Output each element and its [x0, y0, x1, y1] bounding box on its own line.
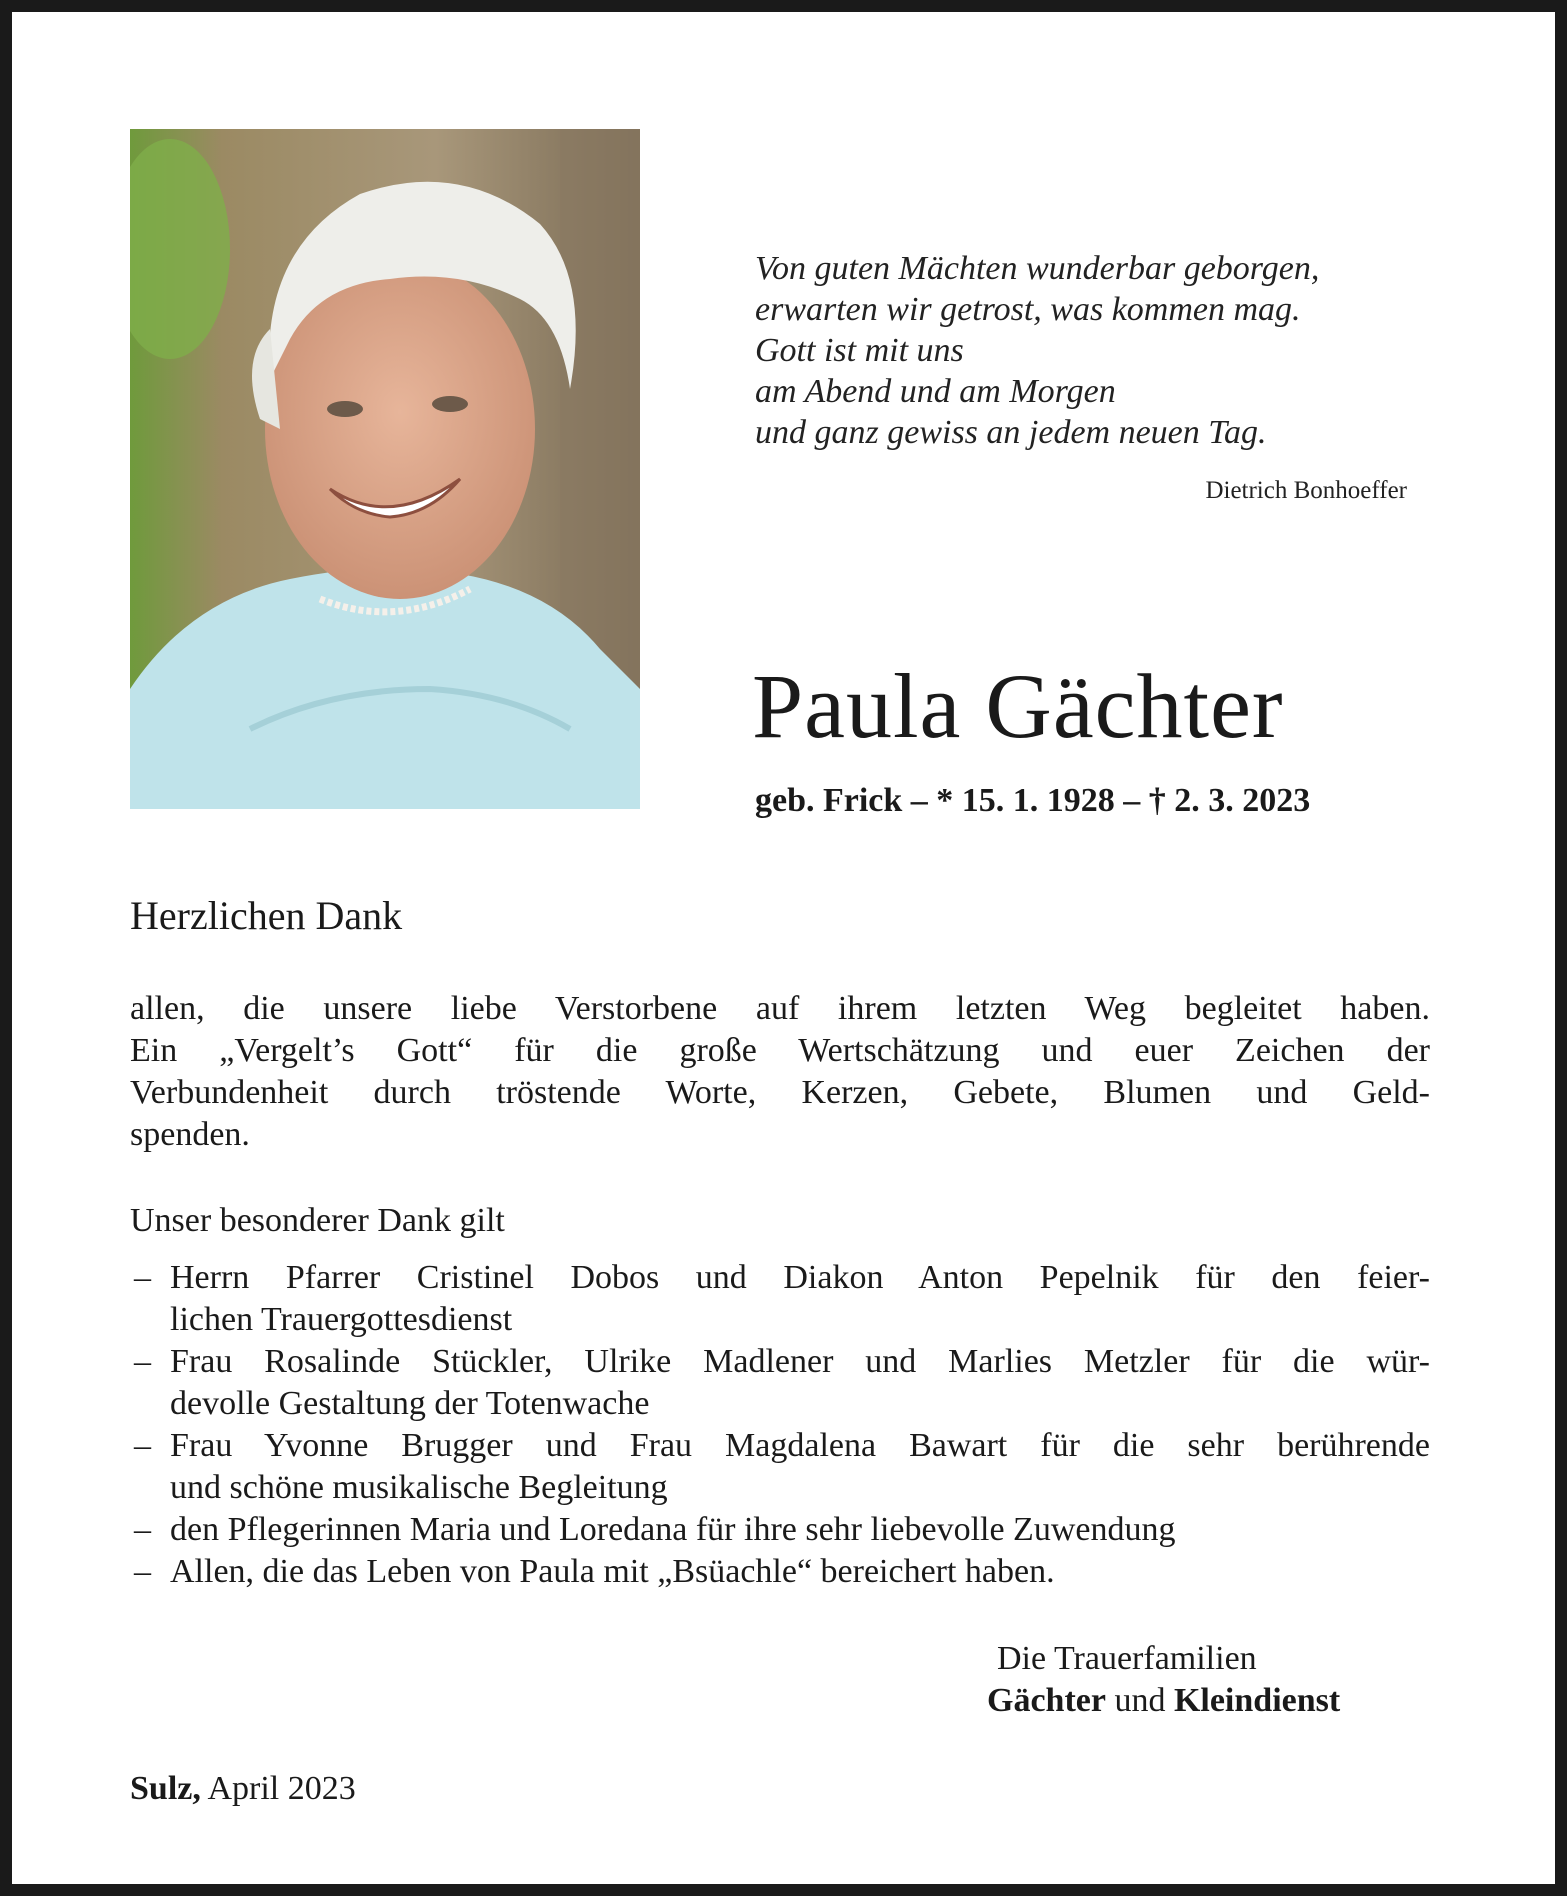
list-item — [130, 1551, 1430, 1593]
list-item — [130, 1257, 1430, 1341]
signature-line: Die Trauerfamilien — [997, 1640, 1257, 1677]
deceased-name: Paula Gächter — [752, 655, 1284, 757]
thanks-paragraph — [130, 988, 1430, 1156]
dash-bullet: – — [134, 1259, 151, 1296]
family-name-kleindienst: Kleindienst — [1173, 1682, 1341, 1719]
list-item-line: lichen Trauergottesdienst — [170, 1301, 513, 1338]
list-item-line: den Pflegerinnen Maria und Loredana für ihre sehr liebevolle Zuwendung — [170, 1511, 1176, 1548]
paragraph-line: allen, die unsere liebe Verstorbene auf ihrem letzten Weg begleitet haben. — [130, 990, 1430, 1027]
date: April 2023 — [207, 1770, 356, 1807]
list-item-line: Allen, die das Leben von Paula mit „Bsüachle“ bereichert haben. — [170, 1553, 1055, 1590]
list-item-line: Herrn Pfarrer Cristinel Dobos und Diakon Anton Pepelnik für den feier- — [170, 1259, 1430, 1296]
paragraph-line: spenden. — [130, 1116, 250, 1153]
deceased-dates: geb. Frick – * 15. 1. 1928 – † 2. 3. 2023 — [755, 782, 1311, 819]
list-item-line: devolle Gestaltung der Totenwache — [170, 1385, 650, 1422]
quote-author: Dietrich Bonhoeffer — [1205, 477, 1407, 504]
list-item — [130, 1341, 1430, 1425]
place: Sulz, — [130, 1770, 201, 1807]
list-item-line: Frau Yvonne Brugger und Frau Magdalena Bawart für die sehr berührende — [170, 1427, 1430, 1464]
portrait-image — [130, 129, 640, 809]
family-name-gaechter: Gächter — [987, 1682, 1106, 1719]
quote-line: am Abend und am Morgen — [755, 373, 1116, 410]
signature-families — [987, 1680, 1340, 1722]
dash-bullet: – — [134, 1427, 151, 1464]
paragraph-line: Ein „Vergelt’s Gott“ für die große Wertschätzung und euer Zeichen der — [130, 1032, 1430, 1069]
list-item — [130, 1509, 1430, 1551]
obituary-page — [12, 12, 1555, 1884]
list-item — [130, 1425, 1430, 1509]
list-item-line: Frau Rosalinde Stückler, Ulrike Madlener und Marlies Metzler für die wür- — [170, 1343, 1430, 1380]
thanks-list — [130, 1257, 1430, 1593]
signature-block — [987, 1638, 1340, 1722]
place-date — [130, 1770, 356, 1808]
dash-bullet: – — [134, 1343, 151, 1380]
quote-line: Gott ist mit uns — [755, 332, 964, 369]
quote-line: und ganz gewiss an jedem neuen Tag. — [755, 414, 1267, 451]
list-item-line: und schöne musikalische Begleitung — [170, 1469, 668, 1506]
quote-block — [755, 248, 1455, 453]
quote-line: Von guten Mächten wunderbar geborgen, — [755, 250, 1320, 287]
dash-bullet: – — [134, 1553, 151, 1590]
signature-connector: und — [1114, 1682, 1166, 1719]
thanks-heading: Herzlichen Dank — [130, 893, 403, 938]
dash-bullet: – — [134, 1511, 151, 1548]
portrait-photo — [130, 129, 640, 809]
special-thanks-intro: Unser besonderer Dank gilt — [130, 1202, 505, 1239]
quote-line: erwarten wir getrost, was kommen mag. — [755, 291, 1301, 328]
paragraph-line: Verbundenheit durch tröstende Worte, Kerzen, Gebete, Blumen und Geld- — [130, 1074, 1430, 1111]
